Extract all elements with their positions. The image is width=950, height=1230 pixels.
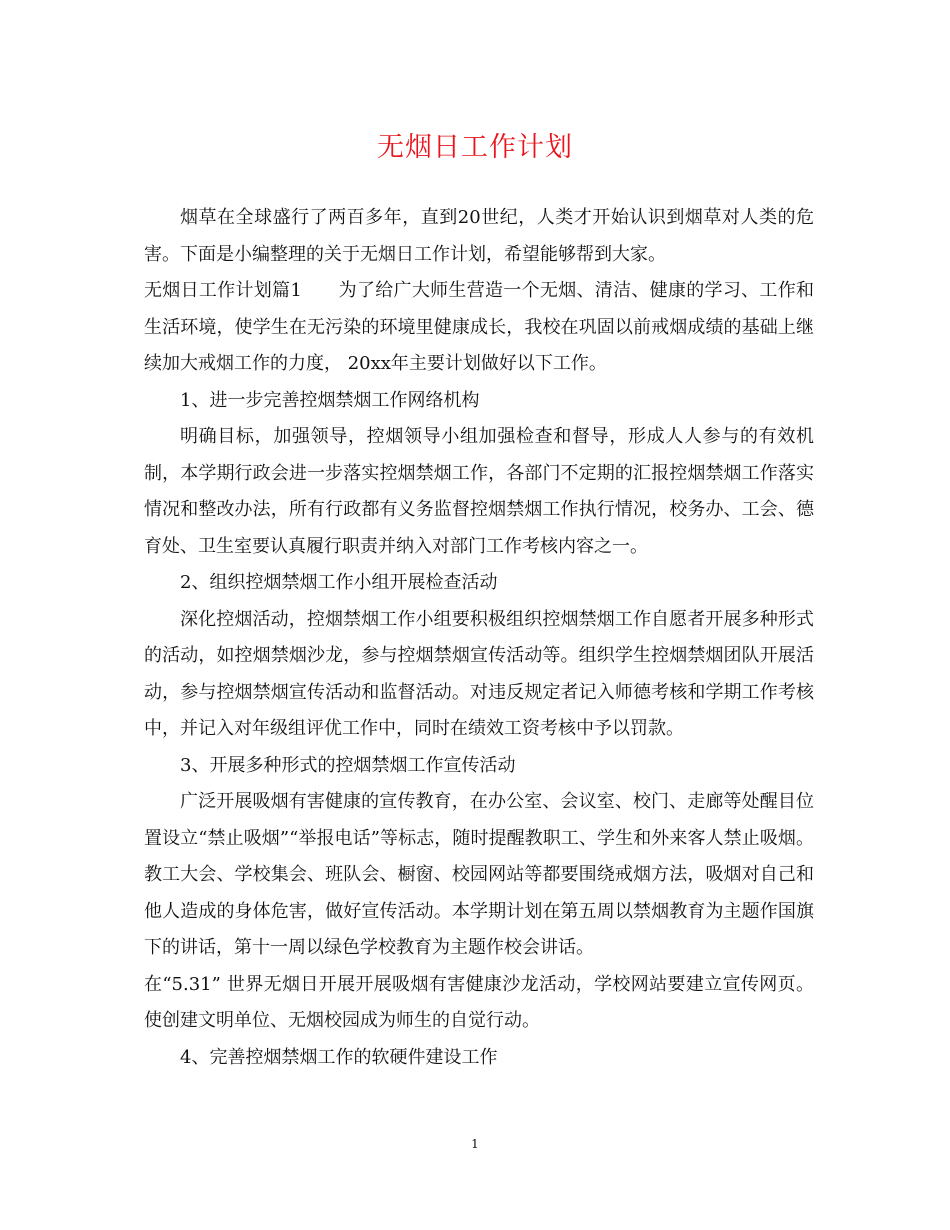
- paragraph-section-1: 明确目标，加强领导，控烟领导小组加强检查和督导，形成人人参与的有效机制，本学期行政会进一步落实控烟禁烟工作，各部门不定期的汇报控烟禁烟工作落实情况和整改办法，所有行政都有义务监督控烟禁烟工作执行情况，校务办、工会、德育处、卫生室要认真履行职责并纳入对部门工作考核内容之一。: [144, 426, 814, 557]
- paragraph-section-3: 广泛开展吸烟有害健康的宣传教育，在办公室、会议室、校门、走廊等处醒目位置设立“禁止吸烟”“举报电话”等标志，随时提醒教职工、学生和外来客人禁止吸烟。教工大会、学校集会、班队会、橱窗、校园网站等都要围绕戒烟方法，吸烟对自己和他人造成的身体危害，做好宣传活动。本学期计划在第五周以禁烟教育为主题作国旗下的讲话，第十一周以绿色学校教育为主题作校会讲话。: [144, 791, 814, 958]
- page-number: 1: [471, 1137, 479, 1151]
- section-heading-1: 1、进一步完善控烟禁烟工作网络机构: [180, 389, 480, 411]
- document-body: [144, 200, 814, 1076]
- section-heading-2: 2、组织控烟禁烟工作小组开展检查活动: [180, 572, 498, 593]
- paragraph-plan-1-intro: 无烟日工作计划篇1 为了给广大师生营造一个无烟、清洁、健康的学习、工作和生活环境，使学生在无污染的环境里健康成长，我校在巩固以前戒烟成绩的基础上继续加大戒烟工作的力度， 20xx年主要计划做好以下工作。: [144, 280, 814, 374]
- document-title: 无烟日工作计划: [377, 132, 573, 163]
- paragraph-intro: 烟草在全球盛行了两百多年，直到20世纪，人类才开始认识到烟草对人类的危害。下面是小编整理的关于无烟日工作计划，希望能够帮到大家。: [144, 207, 814, 265]
- section-heading-4: 4、完善控烟禁烟工作的软硬件建设工作: [180, 1046, 498, 1068]
- paragraph-world-no-tobacco-day: 在“5.31” 世界无烟日开展开展吸烟有害健康沙龙活动，学校网站要建立宣传网页。使创建文明单位、无烟校园成为师生的自觉行动。: [144, 973, 814, 1031]
- paragraph-section-2: 深化控烟活动，控烟禁烟工作小组要积极组织控烟禁烟工作自愿者开展多种形式的活动，如控烟禁烟沙龙，参与控烟禁烟宣传活动等。组织学生控烟禁烟团队开展活动，参与控烟禁烟宣传活动和监督活动。对违反规定者记入师德考核和学期工作考核中，并记入对年级组评优工作中，同时在绩效工资考核中予以罚款。: [144, 608, 814, 739]
- section-heading-3: 3、开展多种形式的控烟禁烟工作宣传活动: [180, 754, 516, 776]
